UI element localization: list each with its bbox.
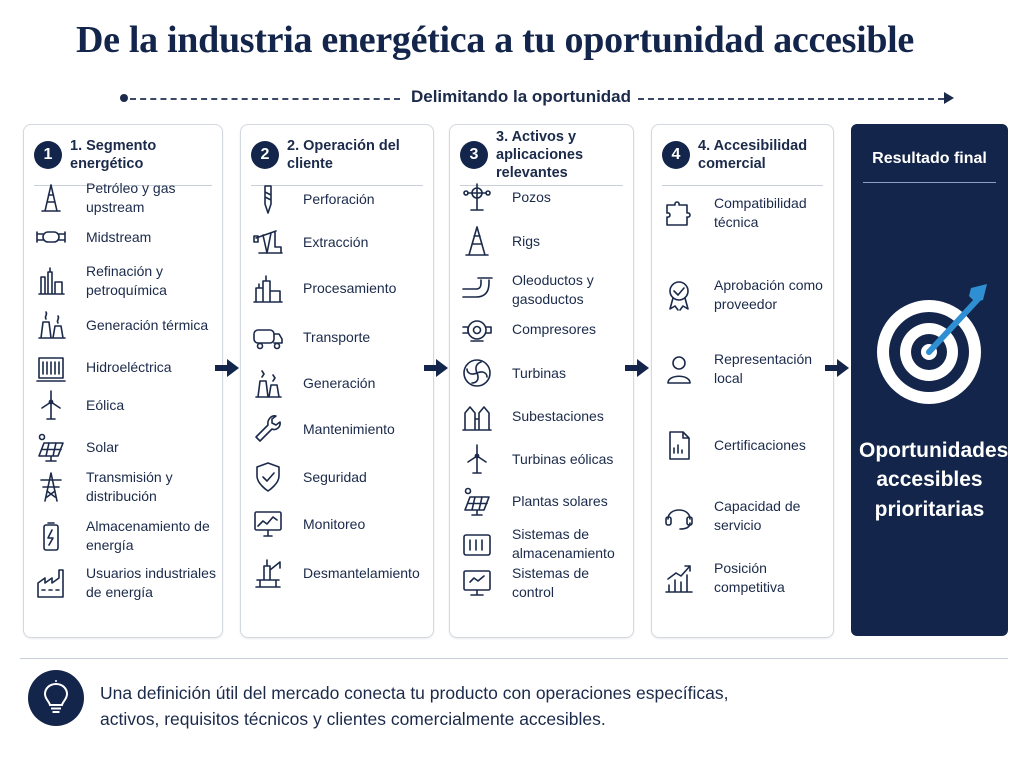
- flow-arrow-icon: [624, 358, 650, 378]
- list-item-label: Plantas solares: [512, 492, 608, 509]
- headset-icon: [662, 499, 696, 533]
- control-system-icon: [460, 566, 494, 600]
- column-title: 2. Operación del cliente: [287, 137, 400, 172]
- page-title: De la industria energética a tu oportunidad accesible: [75, 19, 914, 61]
- list-item-label: Representación local: [714, 351, 813, 386]
- list-item: [251, 268, 427, 308]
- list-item: [460, 481, 627, 521]
- step-number-badge: 4: [662, 141, 690, 169]
- list-item-label: Almacenamiento de energía: [86, 518, 210, 553]
- dam-icon: [34, 350, 68, 384]
- drill-bit-icon: [251, 182, 285, 216]
- flow-arrow-icon: [214, 358, 240, 378]
- column-2: [240, 124, 434, 638]
- list-item-label: Certificaciones: [714, 436, 806, 453]
- list-item-label: Transmisión y distribución: [86, 469, 173, 504]
- list-item: [34, 261, 216, 301]
- scope-arrow: [120, 84, 954, 114]
- column-header: [24, 135, 222, 181]
- turbine-icon: [460, 356, 494, 390]
- list-item: [460, 563, 627, 603]
- person-icon: [662, 352, 696, 386]
- column-title: 4. Accesibilidad comercial: [698, 137, 808, 172]
- refinery-icon: [34, 264, 68, 298]
- list-item-label: Procesamiento: [303, 279, 397, 296]
- list-item: [34, 178, 216, 218]
- list-item-label: Rigs: [512, 232, 541, 249]
- list-item: [662, 275, 827, 315]
- list-item-label: Midstream: [86, 228, 152, 245]
- list-item-label: Hidroeléctrica: [86, 358, 172, 375]
- result-panel: [851, 124, 1008, 636]
- list-item-label: Aprobación como proveedor: [714, 277, 823, 312]
- solar-panel-icon: [34, 430, 68, 464]
- puzzle-icon: [662, 196, 696, 230]
- list-item-label: Perforación: [303, 190, 375, 207]
- oil-derrick-icon: [34, 181, 68, 215]
- column-title: 3. Activos y aplicaciones relevantes: [496, 128, 584, 182]
- result-divider: [863, 182, 996, 183]
- target-icon: [871, 280, 991, 410]
- list-item: [34, 563, 216, 603]
- lightbulb-icon: [28, 670, 84, 726]
- wind-turbine-icon: [460, 442, 494, 476]
- processing-plant-icon: [251, 271, 285, 305]
- list-item: [460, 396, 627, 436]
- scope-label: Delimitando la oportunidad: [410, 87, 632, 106]
- pumpjack-icon: [251, 225, 285, 259]
- scope-arrowhead: [944, 92, 954, 104]
- list-item: [460, 353, 627, 393]
- substation-icon: [460, 399, 494, 433]
- list-item-label: Pozos: [512, 188, 551, 205]
- list-item-label: Desmantelamiento: [303, 564, 420, 581]
- list-item: [251, 363, 427, 403]
- list-item-label: Petróleo y gas upstream: [86, 180, 176, 215]
- flow-arrow-icon: [423, 358, 449, 378]
- list-item: [460, 439, 627, 479]
- list-item-label: Monitoreo: [303, 515, 366, 532]
- compressor-icon: [460, 312, 494, 346]
- scope-dash-left: [130, 98, 400, 100]
- result-text: Oportunidades accesibles prioritarias: [859, 439, 1009, 521]
- list-item: [251, 179, 427, 219]
- footer-divider: [20, 658, 1008, 659]
- list-item-label: Usuarios industriales de energía: [86, 565, 216, 600]
- list-item-label: Subestaciones: [512, 407, 604, 424]
- wrench-icon: [251, 412, 285, 446]
- list-item-label: Mantenimiento: [303, 420, 395, 437]
- monitor-chart-icon: [251, 507, 285, 541]
- list-item: [34, 516, 216, 556]
- list-item: [251, 222, 427, 262]
- transmission-tower-icon: [34, 470, 68, 504]
- solar-panel-icon: [460, 484, 494, 518]
- footer-text: Una definición útil del mercado conecta tu producto con operaciones específicas, activos, requisitos técnicos y clientes comercialmente accesibles.: [100, 683, 729, 730]
- column-divider: [662, 185, 823, 186]
- result-title: Resultado final: [872, 150, 987, 167]
- list-item: [662, 558, 827, 598]
- list-item-label: Turbinas eólicas: [512, 450, 614, 467]
- list-item: [34, 305, 216, 345]
- scope-start-dot: [120, 94, 128, 102]
- document-icon: [662, 428, 696, 462]
- list-item-label: Generación: [303, 374, 376, 391]
- list-item: [251, 553, 427, 593]
- list-item: [251, 457, 427, 497]
- list-item: [34, 217, 216, 257]
- column-3: [449, 124, 634, 638]
- growth-chart-icon: [662, 561, 696, 595]
- list-item-label: Compresores: [512, 320, 597, 337]
- list-item: [662, 496, 827, 536]
- scope-dash-right: [638, 98, 944, 100]
- wellhead-icon: [460, 180, 494, 214]
- pipe-icon: [460, 273, 494, 307]
- step-number-badge: 1: [34, 141, 62, 169]
- badge-check-icon: [662, 278, 696, 312]
- flow-arrow-icon: [824, 358, 850, 378]
- column-title: 1. Segmento energético: [70, 137, 157, 172]
- list-item: [34, 347, 216, 387]
- column-1: [23, 124, 223, 638]
- list-item: [460, 524, 627, 564]
- list-item-label: Refinación y petroquímica: [86, 263, 167, 298]
- list-item: [460, 270, 627, 310]
- step-number-badge: 3: [460, 141, 488, 169]
- list-item: [34, 467, 216, 507]
- list-item-label: Compatibilidad técnica: [714, 195, 807, 230]
- list-item-label: Sistemas de control: [512, 565, 590, 600]
- list-item: [251, 409, 427, 449]
- list-item-label: Transporte: [303, 328, 371, 345]
- list-item: [34, 385, 216, 425]
- factory-icon: [34, 566, 68, 600]
- list-item: [662, 349, 827, 389]
- column-header: [652, 135, 833, 181]
- list-item: [251, 504, 427, 544]
- list-item: [34, 427, 216, 467]
- battery-icon: [34, 519, 68, 553]
- column-4: [651, 124, 834, 638]
- list-item-label: Solar: [86, 438, 119, 455]
- list-item-label: Seguridad: [303, 468, 367, 485]
- wind-turbine-icon: [34, 388, 68, 422]
- list-item: [662, 425, 827, 465]
- power-plant-icon: [251, 366, 285, 400]
- list-item-label: Sistemas de almacenamiento: [512, 526, 615, 561]
- list-item-label: Posición competitiva: [714, 560, 785, 595]
- list-item-label: Turbinas: [512, 364, 566, 381]
- list-item: [460, 309, 627, 349]
- list-item-label: Capacidad de servicio: [714, 498, 801, 533]
- thermal-plant-icon: [34, 308, 68, 342]
- storage-icon: [460, 527, 494, 561]
- list-item-label: Oleoductos y gasoductos: [512, 272, 594, 307]
- step-number-badge: 2: [251, 141, 279, 169]
- rig-icon: [460, 224, 494, 258]
- offshore-rig-icon: [251, 556, 285, 590]
- list-item: [662, 193, 827, 233]
- pipeline-icon: [34, 220, 68, 254]
- tanker-truck-icon: [251, 320, 285, 354]
- list-item: [460, 177, 627, 217]
- list-item-label: Generación térmica: [86, 316, 209, 333]
- column-header: [241, 135, 433, 181]
- list-item: [460, 221, 627, 261]
- shield-check-icon: [251, 460, 285, 494]
- list-item-label: Extracción: [303, 233, 369, 250]
- column-header: [450, 128, 633, 182]
- list-item-label: Eólica: [86, 396, 125, 413]
- list-item: [251, 317, 427, 357]
